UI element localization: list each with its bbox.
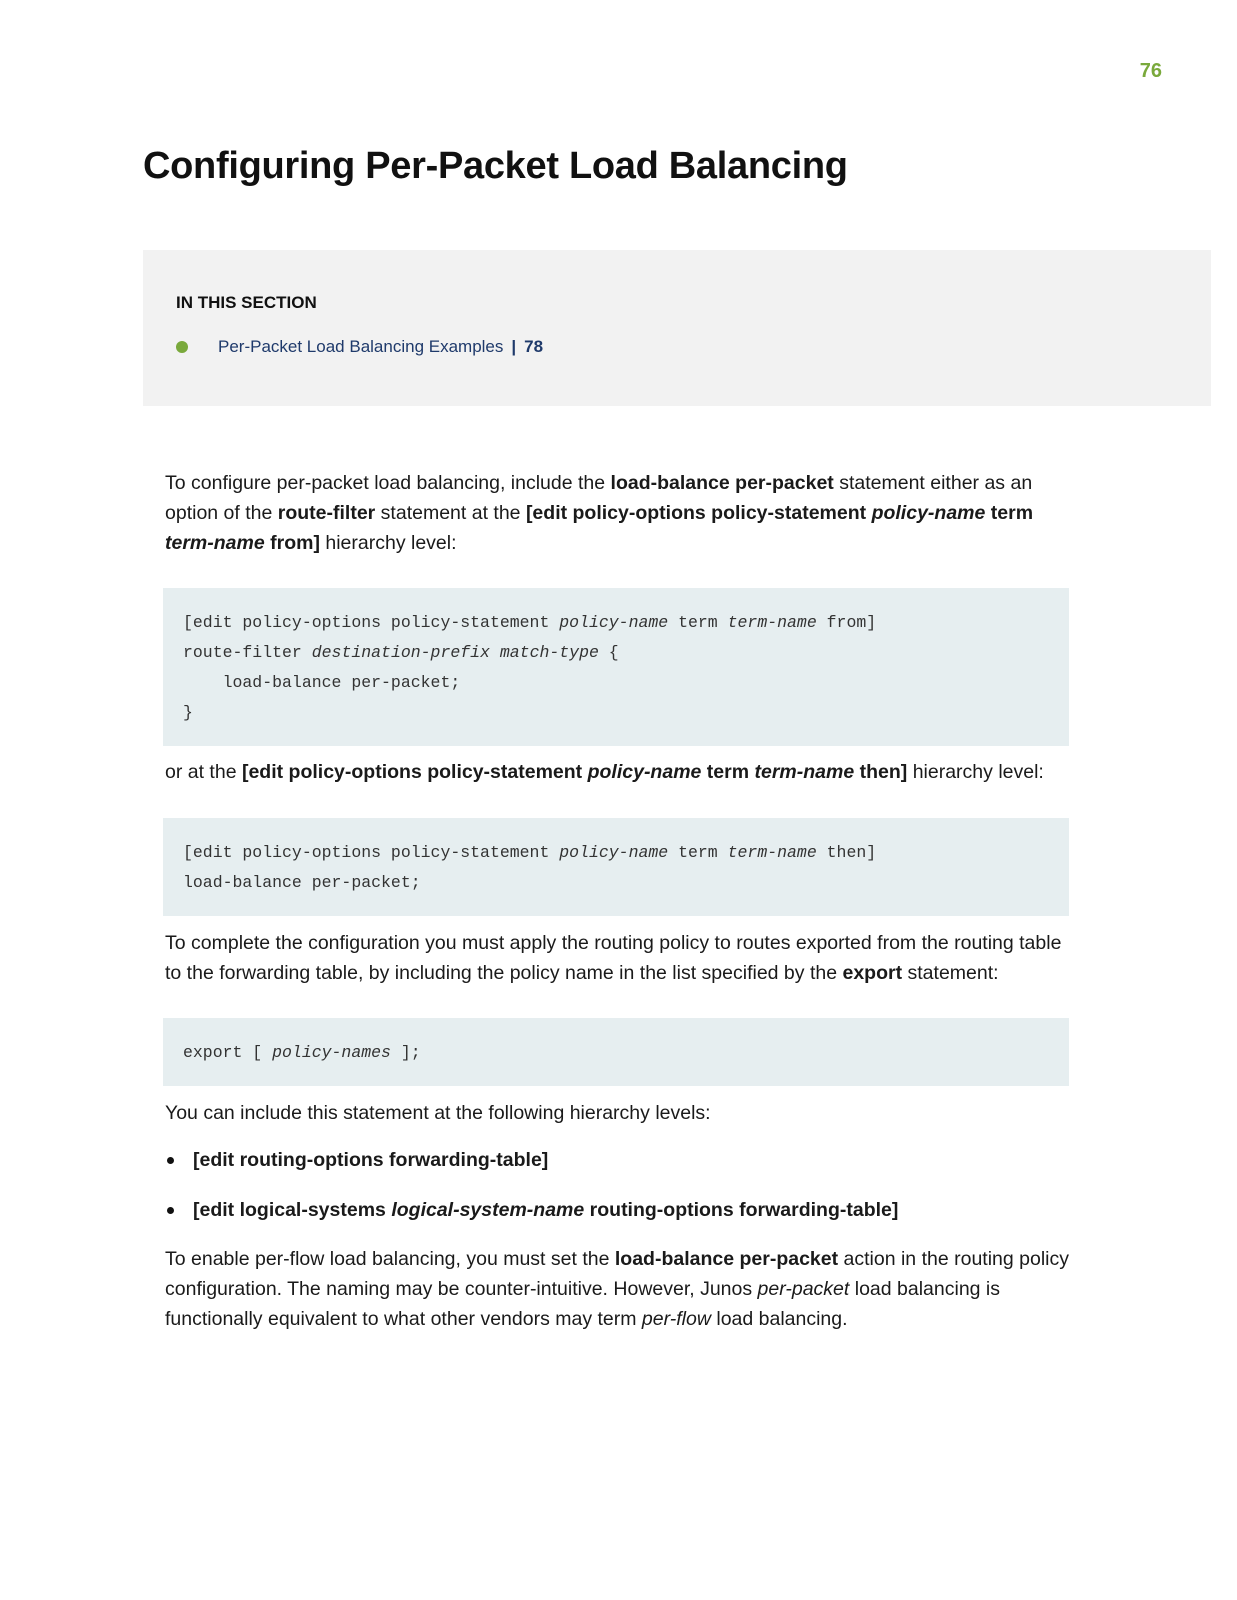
paragraph-text: To enable per-flow load balancing, you must set the load-balance per-packet action in the routing policy configuration. The naming may be counter-intuitive. However, Junos per-packet load balancing is functionally equivalent to what other vendors may term per-flow load balancing. <box>165 1248 1069 1330</box>
text: statement either as an option of the <box>165 472 1033 524</box>
hierarchy: term <box>985 502 1034 524</box>
in-this-section-box <box>143 250 1211 406</box>
hierarchy: [edit policy-options policy-statement <box>525 502 872 524</box>
statement-name: route-filter <box>277 502 376 524</box>
bullet-icon <box>176 341 188 353</box>
toc-page-number[interactable]: 78 <box>524 337 544 356</box>
code-block-export <box>163 1018 1069 1086</box>
paragraph-text: You can include this statement at the following hierarchy levels: <box>165 1102 711 1124</box>
export-paragraph <box>165 928 1070 988</box>
text: To configure per-packet load balancing, include the <box>165 472 611 494</box>
paragraph-text <box>165 468 1070 558</box>
then-paragraph <box>165 757 1070 787</box>
code-block-then <box>163 818 1069 916</box>
intro-paragraph <box>165 468 1070 558</box>
code-line: [edit policy-options policy-statement policy-name term term-name from] <box>183 613 877 632</box>
statement-name: load-balance per-packet <box>610 472 834 494</box>
code-line: load-balance per-packet; <box>183 873 421 892</box>
page-number: 76 <box>1139 60 1162 82</box>
paragraph-text: or at the [edit policy-options policy-statement policy-name term term-name then] hierarchy level: <box>165 761 1044 783</box>
text: statement at the <box>375 502 526 524</box>
page-title: Configuring Per-Packet Load Balancing <box>143 145 848 187</box>
hierarchy-levels-paragraph <box>165 1098 1070 1128</box>
toc-separator: | <box>511 337 517 356</box>
per-flow-paragraph <box>165 1244 1070 1334</box>
text: hierarchy level: <box>319 532 457 554</box>
bullet-icon <box>167 1157 174 1164</box>
code-line: route-filter destination-prefix match-type { <box>183 643 619 662</box>
code-block-from <box>163 588 1069 746</box>
paragraph-text: To complete the configuration you must apply the routing policy to routes exported from the routing table to the forwarding table, by including the policy name in the list specified by the export statement: <box>165 932 1062 984</box>
code-line: } <box>183 703 193 722</box>
code-line: export [ policy-names ]; <box>183 1043 421 1062</box>
hierarchy-variable: policy-name <box>871 502 986 524</box>
hierarchy-variable: term-name <box>165 532 265 554</box>
toc-heading: IN THIS SECTION <box>176 293 317 312</box>
list-item: [edit logical-systems logical-system-name routing-options forwarding-table] <box>165 1195 1070 1245</box>
list-item: [edit routing-options forwarding-table] <box>165 1145 1070 1195</box>
code-line: load-balance per-packet; <box>183 673 461 692</box>
toc-link[interactable]: Per-Packet Load Balancing Examples <box>218 337 504 356</box>
hierarchy: from] <box>264 532 320 554</box>
bullet-icon <box>167 1207 174 1214</box>
hierarchy-list <box>165 1145 1070 1245</box>
toc-item[interactable] <box>176 337 543 357</box>
code-line: [edit policy-options policy-statement policy-name term term-name then] <box>183 843 877 862</box>
